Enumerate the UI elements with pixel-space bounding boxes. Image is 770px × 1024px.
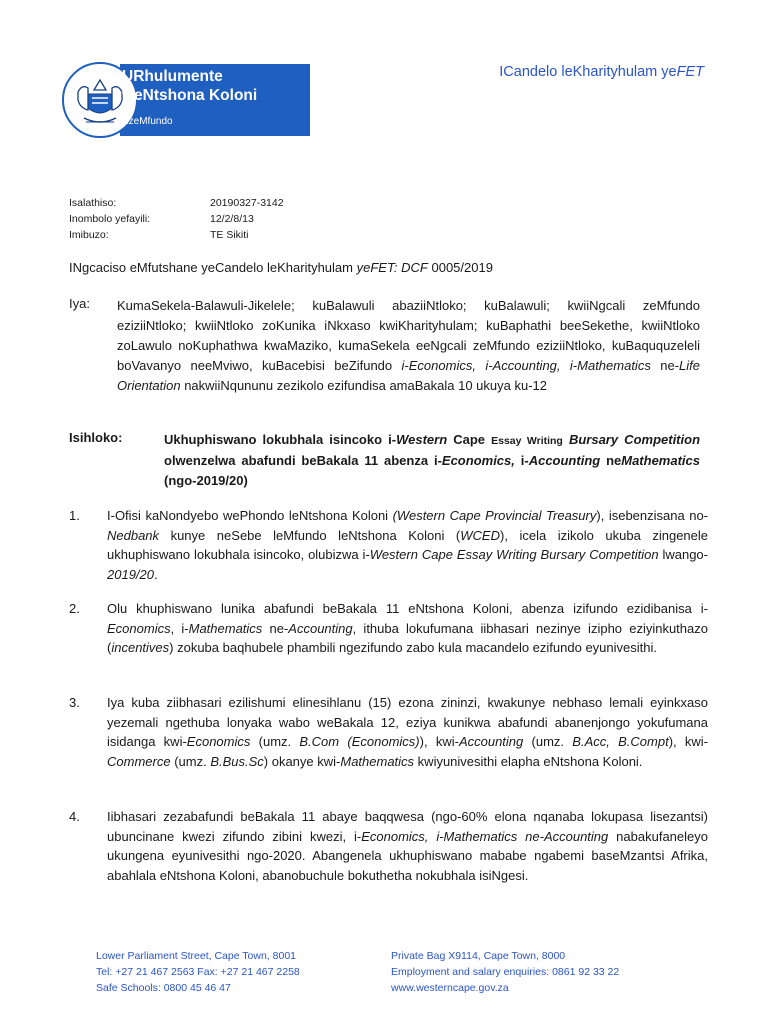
circular-prefix: INgcaciso eMfutshane yeCandelo leKharityhulam — [69, 260, 357, 275]
fet-italic: FET — [676, 64, 704, 80]
subject-label: Isihloko: — [69, 430, 123, 445]
paragraph-number: 1. — [69, 508, 80, 523]
logo-department: EzeMfundo — [122, 116, 173, 127]
meta-value: 12/2/8/13 — [210, 213, 254, 225]
meta-value: 20190327-3142 — [210, 197, 284, 209]
meta-row — [69, 227, 284, 243]
paragraph-body: Olu khuphiswano lunika abafundi beBakala 11 eNtshona Koloni, abenza izifundo ezidibanisa i-Economics, i-Mathematics ne-Accounting, ithuba lokufumana iibhasari nezinye izipho eziyinkuthazo (incentives) zokuba baqhubele phambili ngezifundo zabo kula macandelo ezifundo eyunivesithi. — [107, 601, 708, 655]
footer-line: Private Bag X9114, Cape Town, 8000 — [391, 950, 566, 962]
circular-italic: yeFET: DCF — [356, 260, 428, 275]
circular-suffix: 0005/2019 — [427, 260, 493, 275]
paragraph-number: 4. — [69, 809, 80, 824]
logo-line1: URhulumente — [122, 68, 223, 85]
meta-key: Isalathiso: — [69, 197, 117, 209]
fet-prefix: ICandelo leKharityhulam ye — [499, 64, 677, 80]
logo-line2: weNtshona Koloni — [122, 87, 258, 104]
paragraph-number: 3. — [69, 695, 80, 710]
government-logo — [62, 62, 310, 138]
paragraph-body: Iibhasari zezabafundi beBakala 11 abaye baqqwesa (ngo-60% elona nqanaba lokupasa lisezantsi) ubuncinane kwezi zifundo zibini kwezi, i-Economics, i-Mathematics ne-Accounting nabakufaneleyo ukungena eyunivesithi ngo-2020. Abangenela ukhuphiswano mababe ngabemi baseMzantsi Afrika, abahlala eNtshona Koloni, abanobuchule bokuthetha nokubhala isiNgesi. — [107, 809, 708, 883]
paragraph-body: I-Ofisi kaNondyebo wePhondo leNtshona Koloni (Western Cape Provincial Treasury), isebenzisana no-Nedbank kunye neSebe leMfundo leNtshona Koloni (WCED), icela izikolo ukuba zingenele ukhuphiswano lokubhala isincoko, olubizwa i-Western Cape Essay Writing Bursary Competition lwango-2019/20. — [107, 508, 709, 582]
footer-contact — [391, 948, 619, 996]
subject-text: Ukhuphiswano lokubhala isincoko i-Western Cape Essay Writing Bursary Competition olwenzelwa abafundi beBakala 11 abenza i-Economics, i-Accounting neMathematics (ngo-2019/20) — [164, 432, 701, 488]
meta-key: Imibuzo: — [69, 229, 109, 241]
footer-line: Lower Parliament Street, Cape Town, 8001 — [96, 950, 297, 962]
paragraph-number: 2. — [69, 601, 80, 616]
meta-value: TE Sikiti — [210, 229, 249, 241]
footer-address — [96, 948, 300, 996]
footer-website-link[interactable]: www.westerncape.gov.za — [391, 982, 509, 994]
reference-metadata — [69, 195, 284, 243]
footer-line: Safe Schools: 0800 45 46 47 — [96, 982, 231, 994]
footer-line: Employment and salary enquiries: 0861 92 33 22 — [391, 966, 620, 978]
meta-row — [69, 195, 284, 211]
meta-row — [69, 211, 284, 227]
circular-title — [69, 260, 493, 275]
meta-key: Inombolo yefayili: — [69, 213, 151, 225]
addressee-text: KumaSekela-Balawuli-Jikelele; kuBalawuli abaziiNtloko; kuBalawuli; kwiiNgcali zeMfundo eziziiNtloko; kwiiNtloko zoKunika iNkxaso kwiKharityhulam; kuBaphathi beeSekethe, kwiiNtloko zoLawulo noKuphathwa kwaMaziko, kumaSekela eeNgcali zeMfundo eziziiNtloko, kuBaququzeleli boVavanyo neeMviwo, kuBacebisi beZifundo i-Economics, i-Accounting, i-Mathematics ne-Life Orientation nakwiiNqununu zezikolo ezifundisa amaBakala 10 ukuya ku-12 — [117, 298, 700, 393]
fet-branch-title — [499, 64, 704, 80]
addressee-label: Iya: — [69, 296, 90, 311]
footer-line: Tel: +27 21 467 2563 Fax: +27 21 467 2258 — [96, 966, 300, 978]
paragraph-body: Iya kuba ziibhasari ezilishumi elinesihlanu (15) ezona zininzi, kwakunye nebhaso lemali eyinkxaso yezemali ngethuba lonyaka wabo weBakala 12, eziya kunikwa abafundi abanenjongo yokufumana isidanga kwi-Economics (umz. B.Com (Economics)), kwi-Accounting (umz. B.Acc, B.Compt), kwi-Commerce (umz. B.Bus.Sc) okanye kwi-Mathematics kwiyunivesithi elapha eNtshona Koloni. — [107, 695, 708, 769]
